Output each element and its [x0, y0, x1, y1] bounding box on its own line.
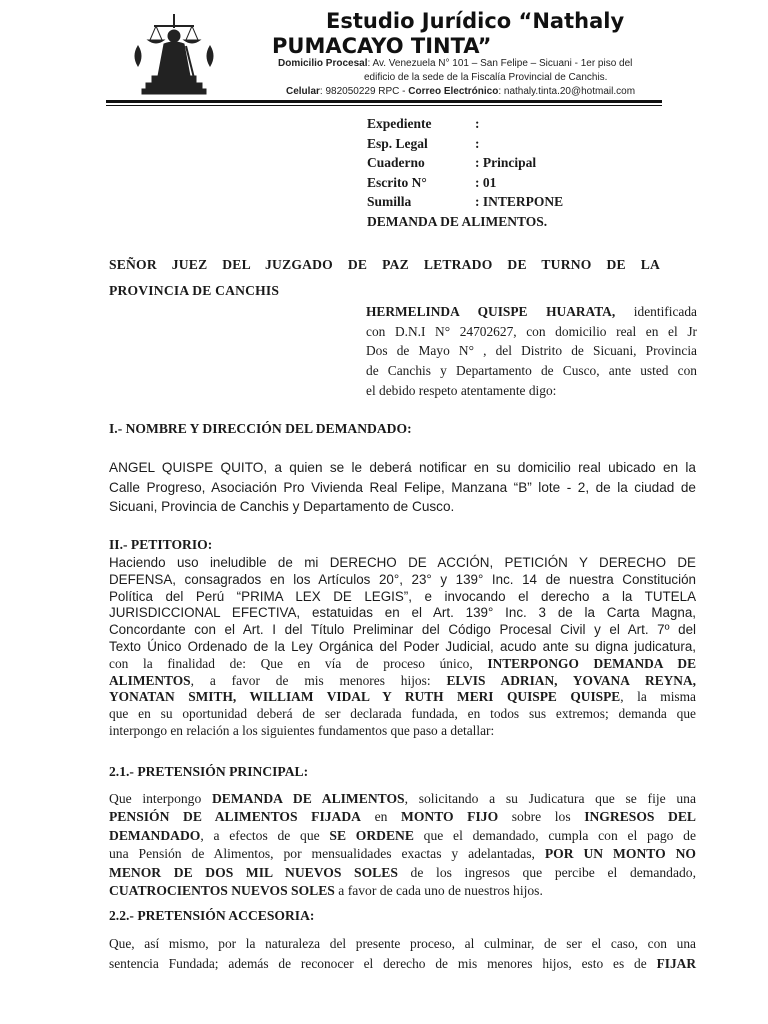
text-run: una Pensión de Alimentos, por mensualidades exactas y adelantadas,: [109, 846, 545, 862]
address-line1: : Av. Venezuela N° 101 – San Felipe – Sicuani - 1er piso del: [367, 58, 633, 69]
paragraph-line: Calle Progreso, Asociación Pro Vivienda Real Felipe, Manzana “B” lote - 2, de la ciudad de: [109, 479, 696, 495]
text-run: , la misma: [620, 689, 696, 705]
emphasis-text: SE ORDENE: [329, 827, 414, 843]
text-run: sobre los: [498, 809, 585, 825]
email-label: Correo Electrónico: [408, 86, 499, 97]
paragraph-line: Sicuani, Provincia de Canchis y Departamento de Cusco.: [109, 499, 455, 515]
case-label: Esp. Legal: [367, 135, 428, 151]
addressee-line2: PROVINCIA DE CANCHIS: [109, 283, 280, 298]
plaintiff-line: el debido respeto atentamente digo:: [366, 382, 557, 398]
firm-name-line2: PUMACAYO TINTA”: [272, 34, 492, 58]
case-label: Cuaderno: [367, 155, 425, 170]
paragraph-line: Texto Único Ordenado de la Ley Orgánica del Poder Judicial, acudo ante su digna judicatura,: [109, 638, 696, 654]
case-label: Escrito N°: [367, 174, 427, 190]
paragraph-line: Concordante con el Art. I del Título Preliminar del Código Procesal Civil y el Art. 7º del: [109, 622, 696, 638]
emphasis-text: INGRESOS DEL: [584, 809, 696, 825]
paragraph-line: ANGEL QUISPE QUITO, a quien se le deberá notificar en su domicilio real ubicado en la: [109, 460, 696, 475]
header-divider-thick: [106, 100, 662, 103]
text-run: que el demandado, cumpla con el pago de: [413, 827, 697, 843]
paragraph-line: [109, 882, 696, 900]
paragraph-line: JURISDICCIONAL EFECTIVA, estatuidas en el Art. 139° Inc. 3 de la Carta Magna,: [109, 605, 696, 621]
paragraph-line: Política del Perú “PRIMA LEX DE LEGIS”, e invocando el derecho a la TUTELA: [109, 588, 696, 604]
section-heading: II.- PETITORIO:: [109, 537, 213, 552]
plaintiff-name: HERMELINDA QUISPE HUARATA,: [366, 304, 616, 319]
plaintiff-line: con D.N.I N° 24702627, con domicilio real en el Jr: [366, 323, 697, 339]
section-heading: I.- NOMBRE Y DIRECCIÓN DEL DEMANDADO:: [109, 421, 412, 436]
emphasis-text: POR UN MONTO NO: [544, 846, 696, 862]
text-run: de los ingresos que percibe el demandado,: [397, 864, 696, 880]
section1-paragraph: [109, 458, 696, 517]
paragraph-line: Haciendo uso ineludible de mi DERECHO DE ACCIÓN, PETICIÓN Y DERECHO DE: [109, 555, 696, 570]
emphasis-text: FIJAR: [656, 955, 696, 971]
section22-paragraph: [109, 934, 696, 973]
paragraph-line: [109, 808, 696, 826]
case-row-expediente: [367, 114, 667, 134]
phone-value: : 982050229 RPC -: [319, 86, 409, 97]
plaintiff-line: de Canchis y Departamento de Cusco, ante usted con: [366, 363, 697, 379]
case-value: :: [475, 116, 480, 131]
case-label: Sumilla: [367, 194, 412, 209]
emphasis-text: ELVIS ADRIAN, YOVANA REYNA,: [446, 672, 696, 688]
emphasis-text: MENOR DE DOS MIL NUEVOS SOLES: [109, 864, 398, 880]
paragraph-line: [109, 864, 696, 882]
letterhead-address: [276, 57, 672, 99]
section-heading: 2.1.- PRETENSIÓN PRINCIPAL:: [109, 764, 309, 779]
paragraph-line: [109, 790, 696, 808]
paragraph-line: [109, 656, 696, 673]
emphasis-text: ALIMENTOS: [109, 672, 191, 688]
section21-paragraph: [109, 790, 696, 900]
address-label: Domicilio Procesal: [278, 58, 368, 69]
text-run: sentencia Fundada; además de reconocer el derecho de mis menores hijos, esto es de: [109, 955, 657, 971]
plaintiff-block: [366, 302, 697, 401]
emphasis-text: DEMANDADO: [109, 827, 201, 843]
paragraph-line: [109, 689, 696, 706]
section2-paragraph: [109, 555, 696, 740]
text-run: , solicitando a su Judicatura que se fije una: [404, 791, 697, 806]
email-value: : nathaly.tinta.20@hotmail.com: [498, 86, 636, 97]
text-run: , a favor de mis menores hijos:: [190, 672, 447, 688]
emphasis-text: PENSIÓN DE ALIMENTOS FIJADA: [109, 809, 361, 825]
case-row-sumilla: [367, 192, 667, 212]
addressee-line1: SEÑOR JUEZ DEL JUZGADO DE PAZ LETRADO DE TURNO DE LA: [109, 257, 660, 272]
emphasis-text: MONTO FIJO: [400, 809, 499, 825]
case-row-esp-legal: [367, 134, 667, 154]
case-info-block: [367, 114, 667, 231]
paragraph-line: Que, así mismo, por la naturaleza del presente proceso, al culminar, de ser el caso, con una: [109, 936, 696, 951]
addressee: [109, 252, 660, 304]
case-row-cuaderno: [367, 153, 667, 173]
paragraph-line: [109, 845, 696, 863]
text-run: , a efectos de que: [200, 827, 330, 843]
case-value: :: [475, 135, 480, 151]
paragraph-line: [109, 954, 696, 974]
paragraph-line: interpongo en relación a los siguientes fundamentos que paso a detallar:: [109, 722, 495, 738]
text-run: a favor de cada uno de nuestros hijos.: [334, 883, 543, 899]
plaintiff-line: Dos de Mayo N° , del Distrito de Sicuani, Provincia: [366, 343, 697, 359]
case-sumilla-continued: DEMANDA DE ALIMENTOS.: [367, 213, 548, 229]
emphasis-text: DEMANDA DE ALIMENTOS: [211, 791, 405, 806]
emphasis-text: INTERPONGO DEMANDA DE: [472, 655, 696, 671]
header-divider-thin: [106, 105, 662, 106]
emphasis-text: CUATROCIENTOS NUEVOS SOLES: [109, 883, 335, 899]
paragraph-line: DEFENSA, consagrados en los Artículos 20°, 23° y 139° Inc. 14 de nuestra Constitución: [109, 571, 696, 587]
text-run: en: [360, 809, 401, 825]
phone-label: Celular: [286, 86, 320, 97]
case-label: Expediente: [367, 116, 432, 131]
firm-name-line1: Estudio Jurídico “Nathaly: [326, 9, 625, 33]
section-heading: 2.2.- PRETENSIÓN ACCESORIA:: [109, 908, 315, 923]
paragraph-line: [109, 827, 696, 845]
case-row-escrito: [367, 173, 667, 193]
text-run: con la finalidad de: Que en vía de proceso único,: [109, 655, 473, 671]
case-value: : 01: [475, 174, 497, 190]
text-run: Que interpongo: [109, 791, 212, 806]
case-value: : Principal: [475, 155, 537, 170]
paragraph-line: [109, 673, 696, 690]
lady-justice-icon: [120, 6, 228, 98]
emphasis-text: YONATAN SMITH, WILLIAM VIDAL Y RUTH MERI QUISPE QUISPE: [109, 689, 621, 705]
address-line2: edificio de la sede de la Fiscalía Provincial de Canchis.: [364, 72, 608, 83]
case-value: : INTERPONE: [475, 194, 564, 209]
paragraph-line: que en su oportunidad deberá de ser declarada fundada, en todos sus extremos; demanda que: [109, 706, 696, 722]
plaintiff-text: identificada: [615, 304, 697, 319]
